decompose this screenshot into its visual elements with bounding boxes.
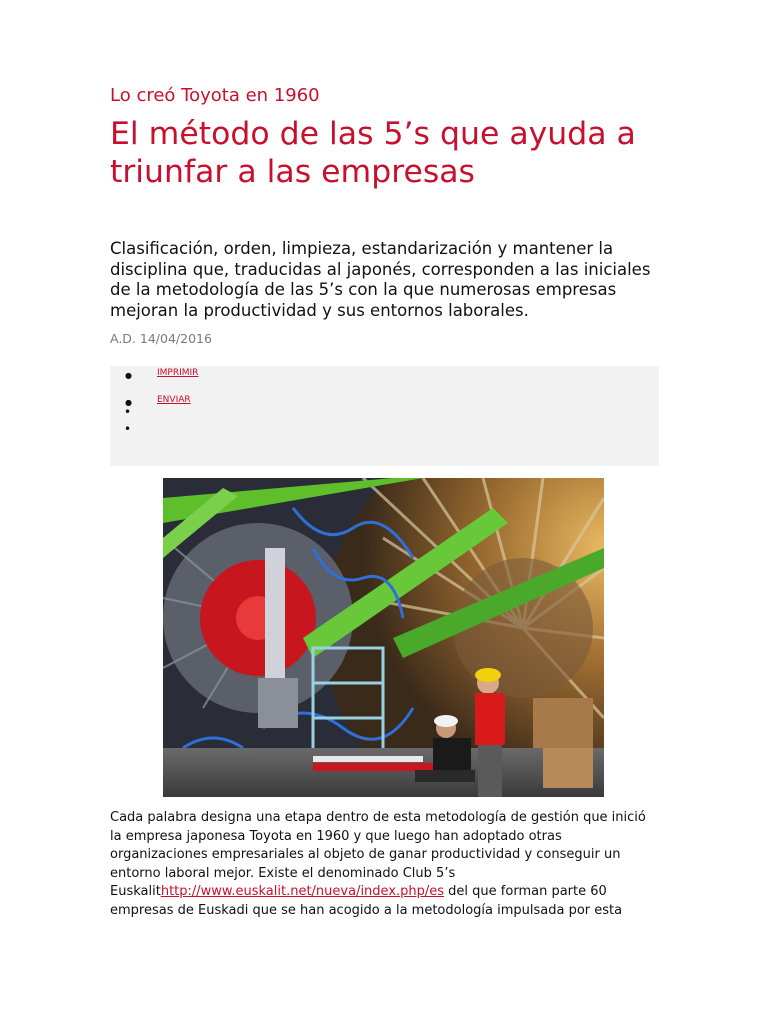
share-item-print [110,368,410,386]
body-text-after-link: del que forman parte 60 empresas de Euskadi que se han acogido a la metodología impulsada por esta [110,884,623,918]
bullet-icon: ● [125,371,132,380]
share-item-empty [110,405,410,423]
bullet-icon: ● [125,398,132,407]
euskalit-link[interactable]: http://www.euskalit.net/nueva/index.php/es [160,884,445,899]
article-kicker: Lo creó Toyota en 1960 [110,85,320,106]
bullet-icon: • [124,405,132,419]
article-photo [163,478,604,797]
send-link[interactable]: ENVIAR [157,395,191,405]
article-body-paragraph [110,809,660,920]
detector-photo-illustration [163,478,604,797]
article-headline: El método de las 5’s que ayuda a triunfar a las empresas [110,116,636,190]
share-item-empty [110,422,410,440]
byline: A.D. 14/04/2016 [110,331,212,346]
bullet-icon: • [124,422,132,436]
article-subtitle: Clasificación, orden, limpieza, estandarización y mantener la disciplina que, traducidas al japonés, corresponden a las iniciales de la metodología de las 5’s con la que numerosas empresas mejoran la productividad y sus entornos laborales. [110,239,651,320]
share-toolbar [110,366,659,466]
print-link[interactable]: IMPRIMIR [157,368,199,378]
body-text-before-link: Cada palabra designa una etapa dentro de esta metodología de gestión que inició la empresa japonesa Toyota en 1960 y que luego han adoptado otras organizaciones empresariales al objeto de ganar productividad y conseguir un entorno laboral mejor. Existe el denominado Club 5’s Euskalit [110,810,646,899]
